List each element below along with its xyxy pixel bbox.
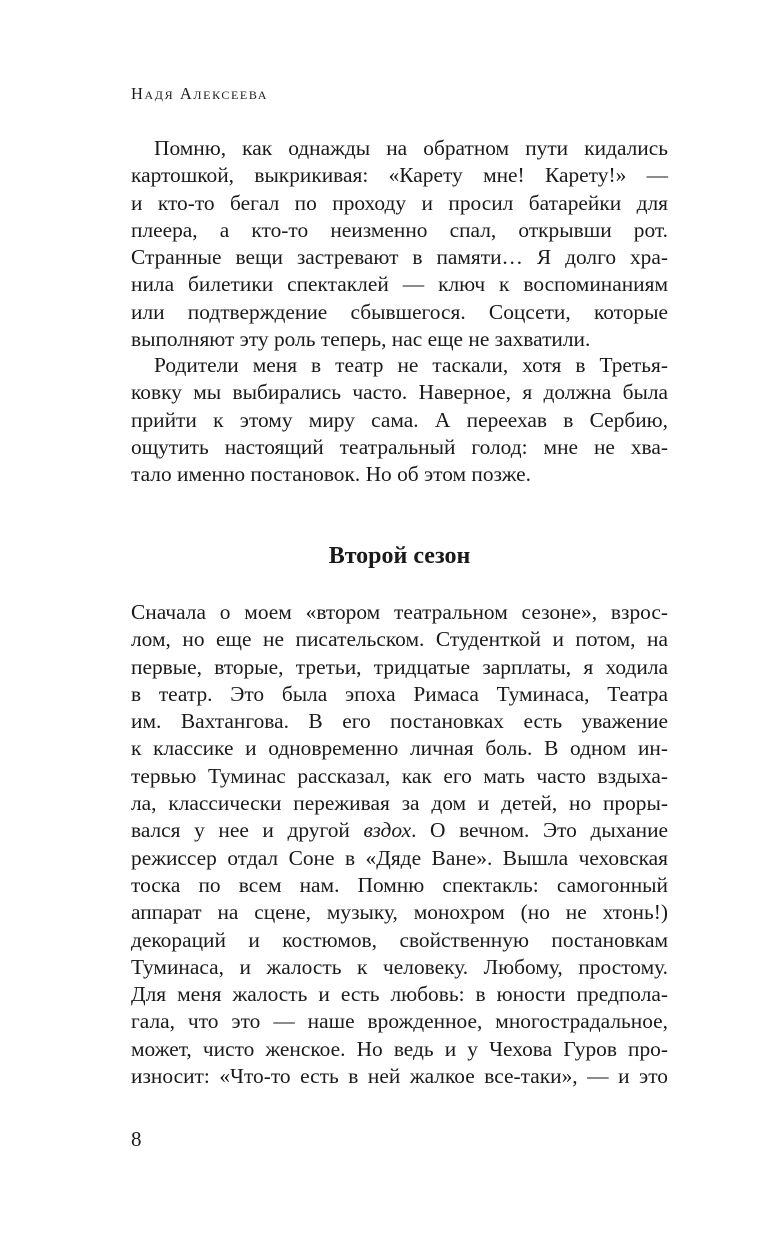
text-line: нила билетики спектаклей — ключ к воспоминаниям	[131, 272, 668, 297]
section-title: Второй сезон	[328, 543, 471, 569]
text-line: картошкой, выкрикивая: «Карету мне! Карету!» —	[131, 163, 668, 188]
text-line: декораций и костюмов, свойственную постановкам	[131, 927, 668, 952]
text-line: ковку мы выбирались часто. Наверное, я должна была	[131, 380, 668, 405]
italic-word: вздох	[363, 818, 412, 843]
text-line: Странные вещи застревают в памяти… Я долго хра-	[131, 245, 668, 270]
text-line: Для меня жалость и есть любовь: в юности предпола-	[131, 982, 668, 1007]
text-line: тервью Туминас рассказал, как его мать часто вздыха-	[131, 763, 668, 788]
paragraph-1	[131, 135, 668, 353]
text-line: Помню, как однажды на обратном пути кидались	[154, 136, 668, 160]
text-line: ла, классически переживая за дом и детей, но проры-	[131, 791, 668, 816]
text-line: Сначала о моем «втором театральном сезоне», взрос-	[131, 600, 668, 624]
text-line: прийти к этому миру сама. А переехав в Сербию,	[131, 407, 668, 432]
text-line: может, чисто женское. Но ведь и у Чехова Гуров про-	[131, 1036, 668, 1061]
text-line: в театр. Это была эпоха Римаса Туминаса, Театра	[131, 681, 668, 706]
page-number: 8	[131, 1127, 142, 1151]
text-line: Родители меня в театр не таскали, хотя в Третья-	[154, 353, 668, 377]
text-line: выполняют эту роль теперь, нас еще не захватили.	[131, 327, 591, 352]
text-line: или подтверждение сбывшегося. Соцсети, которые	[131, 299, 668, 324]
paragraph-3	[131, 599, 668, 1090]
text-line: плеера, а кто-то неизменно спал, открывши рот.	[131, 217, 668, 242]
paragraph-2	[131, 352, 668, 488]
text-line: первые, вторые, третьи, тридцатые зарплаты, я ходила	[131, 654, 668, 679]
text-line: гала, что это — наше врожденное, многострадальное,	[131, 1009, 668, 1034]
text-line: износит: «Что-то есть в ней жалкое все-таки», — и это	[131, 1064, 668, 1089]
text-line: режиссер отдал Соне в «Дяде Ване». Вышла чеховская	[131, 845, 668, 870]
text-line: к классике и одновременно личная боль. В одном ин-	[131, 736, 668, 761]
text-line: им. Вахтангова. В его постановках есть уважение	[131, 709, 668, 734]
text-line: аппарат на сцене, музыку, монохром (но не хтонь!)	[131, 900, 668, 925]
text-line: и кто-то бегал по проходу и просил батарейки для	[131, 190, 668, 215]
text-line-with-italic	[131, 817, 668, 844]
text-segment: вался у нее и другой	[131, 818, 364, 843]
text-line: тоска по всем нам. Помню спектакль: самогонный	[131, 872, 668, 897]
text-line: лом, но еще не писательском. Студенткой и потом, на	[131, 627, 668, 652]
text-line: ощутить настоящий театральный голод: мне не хва-	[131, 434, 668, 459]
running-head-author: Надя Алексеева	[131, 84, 268, 103]
text-segment: . О вечном. Это дыхание	[411, 818, 669, 843]
text-line: Туминаса, и жалость к человеку. Любому, простому.	[131, 954, 668, 979]
text-line: тало именно постановок. Но об этом позже.	[131, 462, 531, 487]
